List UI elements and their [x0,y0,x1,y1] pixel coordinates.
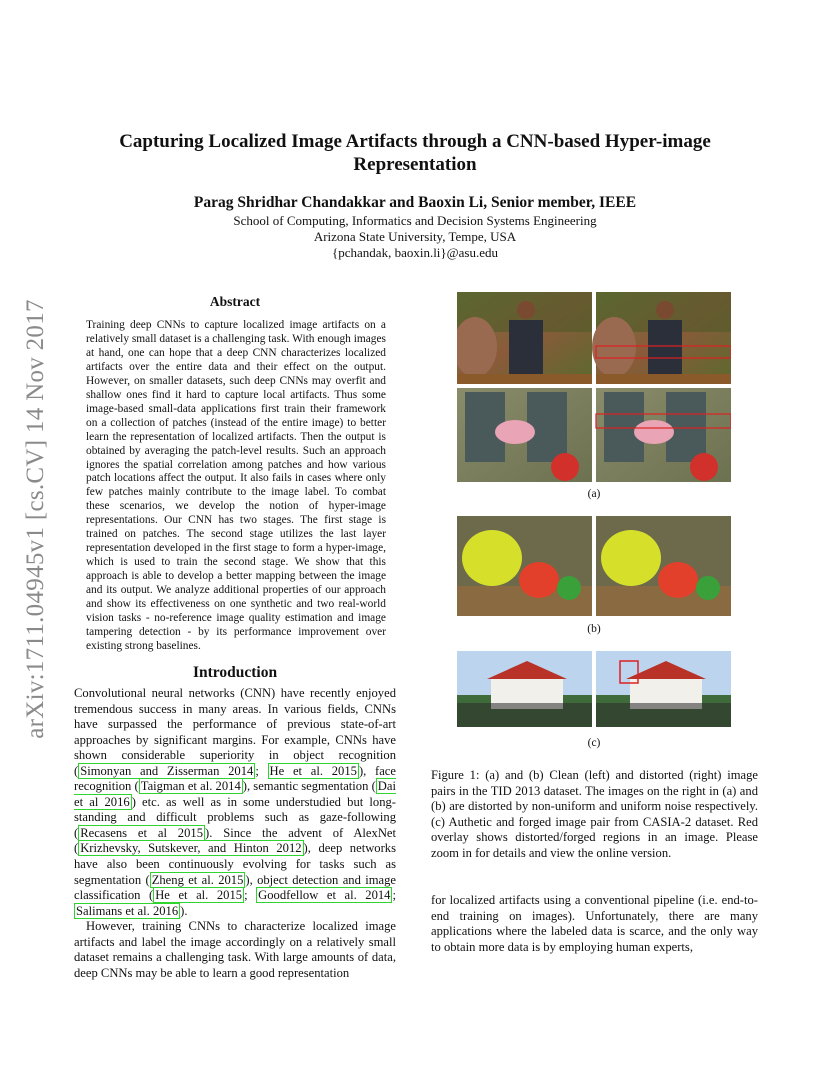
figure-1c-image-pair [457,651,731,727]
citation-link[interactable]: Dai et al 2016 [74,779,396,809]
figure-1a-image-grid [457,292,731,482]
introduction-paragraph-1: Convolutional neural networks (CNN) have recently enjoyed tremendous success in many areas. In various fields, CNNs have surpassed the performance of previous state-of-art approaches by significant margins. For example, CNNs have shown considerable superiority in object recognition ( Simonyan and Zisserman 2014 ; He et al. 2015 ), face recognition ( Taigman et al. 2014 ), semantic segmentation ( Dai et al 2016 ) etc. as well as in some understudied but long-standing and difficult problems such as gaze-following ( Recasens et al 2015 ). Since the advent of AlexNet ( Krizhevsky, Sutskever, and Hinton 2012 ), deep networks have also been continuously evolving for tasks such as segmentation ( Zheng et al. 2015 ), object detection and image classification ( He et al. 2015 ; Goodfellow et al. 2014 ; Salimans et al. 2016 ). [74,686,397,918]
figure-1c-forged-image [596,651,731,727]
figure-1b-clean-image [457,516,592,616]
introduction-paragraph-2: However, training CNNs to characterize localized image artifacts and label the image accordingly on a relatively small dataset remains a challenging task. With large amounts of data, deep CNNs may be able to learn a good representation [74,919,396,980]
figure-1a-distorted-image [592,292,731,384]
citation-link[interactable]: Krizhevsky, Sutskever, and Hinton 2012 [80,841,302,856]
figure-1-caption: Figure 1: (a) and (b) Clean (left) and distorted (right) image pairs in the TID 2013 dataset. The images on the right in (a) and (b) are distorted by non-uniform and uniform noise respectively. (c) Authetic and forged image pair from CASIA-2 dataset. Red overlay shows distorted/forged regions in an image. Please zoom in for details and view the online version. [431,768,758,860]
figure-1b-flower-clean-image [457,388,592,482]
citation-link[interactable]: Recasens et al 2015 [80,825,203,840]
right-column-body [431,893,758,955]
citation-link[interactable]: Zheng et al. 2015 [151,872,244,887]
introduction-body [74,686,396,981]
affiliation-school: School of Computing, Informatics and Decision Systems Engineering [233,213,597,228]
introduction-heading: Introduction [192,664,278,681]
citation-link[interactable]: Simonyan and Zisserman 2014 [80,763,254,778]
paper-title: Capturing Localized Image Artifacts through a CNN-based Hyper-image Representation [119,131,711,175]
abstract-text: Training deep CNNs to capture localized image artifacts on a relatively small dataset is a challenging task. With enough images at hand, one can hope that a deep CNN characterizes localized artifacts over the entire data and their effect on the output. However, on smaller datasets, such deep CNNs may overfit and shallow ones find it hard to capture local artifacts. Thus some image-based small-data applications first train their framework on a collection of patches (instead of the entire image) to better learn the representation of localized artifacts. Then the output is obtained by averaging the patch-level results. Such an approach ignores the spatial correlation among patches and how various patch locations affect the output. It also fails in cases where only few patches mainly contribute to the image label. To combat these scenarios, we develop the notion of hyper-image representations. Our CNN has two stages. The first stage is trained on patches. The second stage utilizes the last layer representation developed in the first stage to form a hyper-image, which is used to train the second stage. We show that this approach is able to develop a better mapping between the image and its output. We analyze additional properties of our approach and show its effectiveness on one synthetic and two real-world vision tasks - no-reference image quality estimation and image tampering detection - by its performance improvement over existing strong baselines. [86,319,386,652]
abstract-heading: Abstract [209,294,261,309]
figure-1b-distorted-image [596,516,731,616]
figure-1c-authentic-image [457,651,592,727]
affiliation-email: {pchandak, baoxin.li}@asu.edu [332,245,498,260]
paper-authors: Parag Shridhar Chandakkar and Baoxin Li, Senior member, IEEE [193,194,637,211]
figure-1b-label: (b) [587,623,601,635]
figure-1c-label: (c) [587,737,601,749]
citation-link[interactable]: He et al. 2015 [269,763,357,778]
affiliation-university: Arizona State University, Tempe, USA [313,229,517,244]
right-column-paragraph: for localized artifacts using a conventional pipeline (i.e. end-to-end training on images). Unfortunately, there are many applications where the labeled data is scarce, and the only way to obtain more data is by employing human experts, [431,893,758,954]
figure-1b-flower-distorted-image [596,388,731,482]
citation-link[interactable]: Salimans et al. 2016 [76,903,179,918]
citation-link[interactable]: He et al. 2015 [155,888,243,903]
figure-1b-image-pair [457,516,731,616]
citation-link[interactable]: Taigman et al. 2014 [140,779,241,794]
figure-1a-clean-image [457,292,592,384]
arxiv-identifier-stamp: arXiv:1711.04945v1 [cs.CV] 14 Nov 2017 [22,299,49,739]
citation-link[interactable]: Goodfellow et al. 2014 [258,888,391,903]
figure-1a-label: (a) [587,488,601,500]
